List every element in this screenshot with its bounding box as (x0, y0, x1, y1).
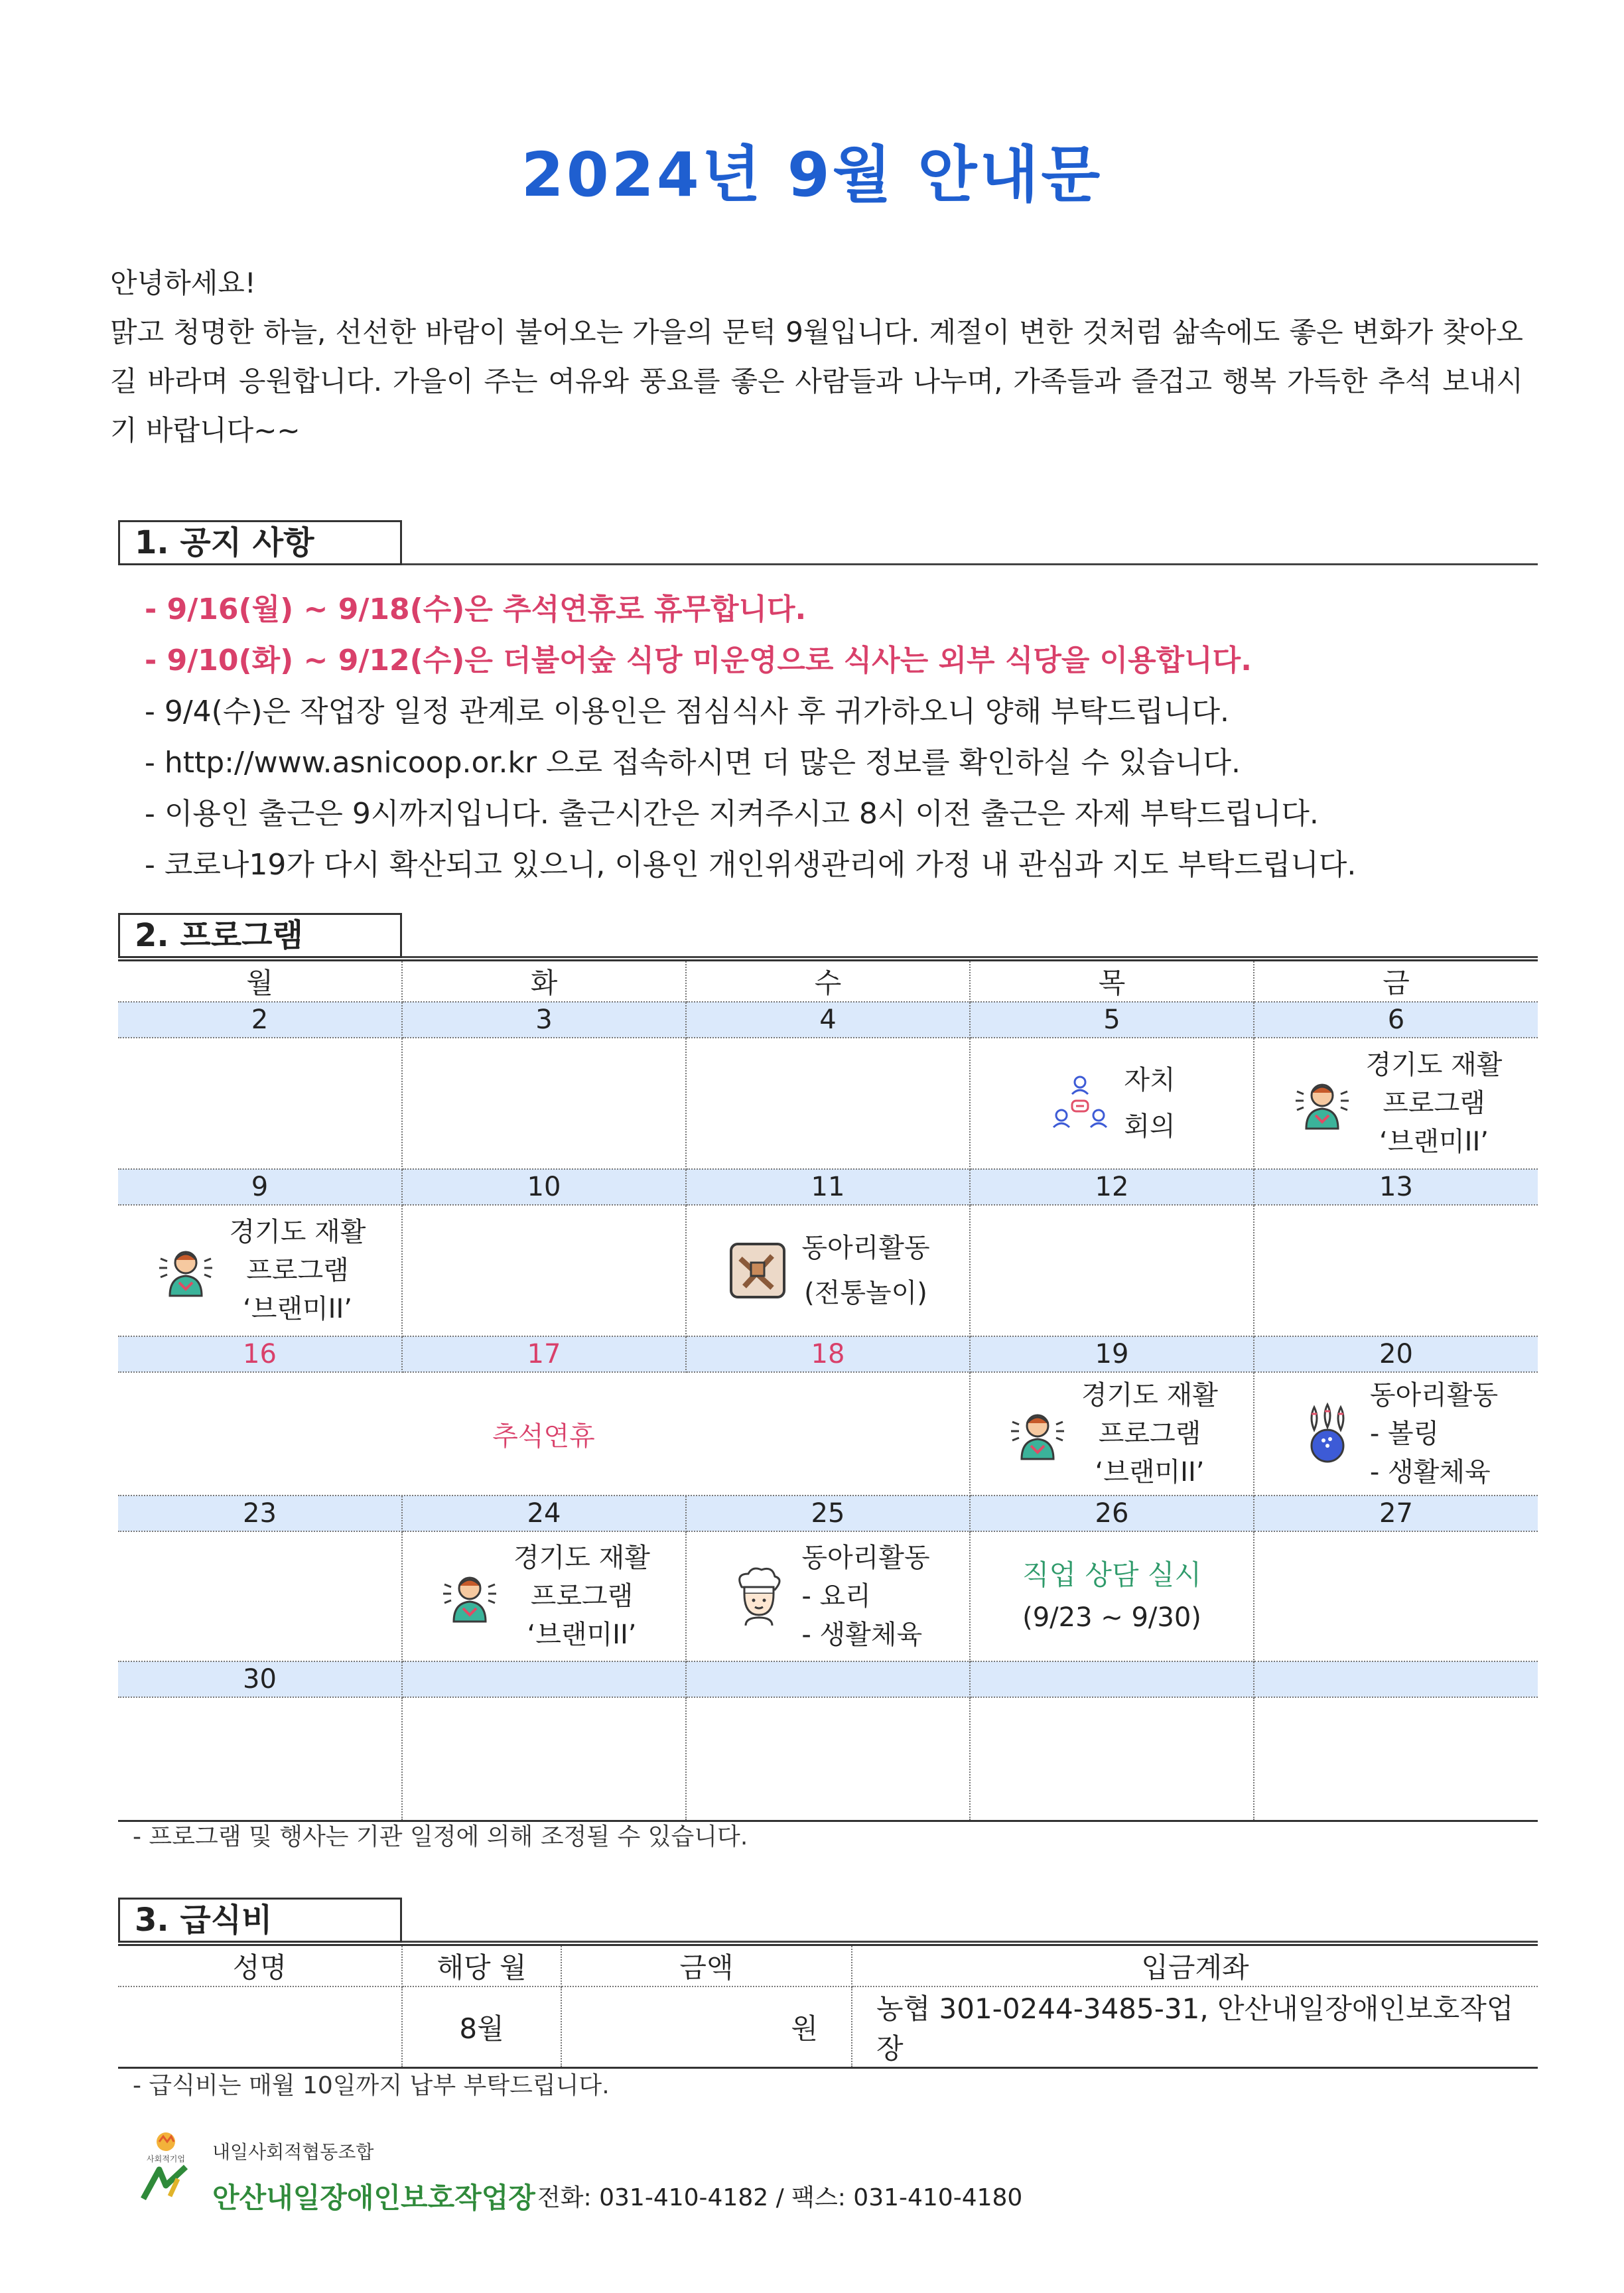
event-cell (686, 1038, 970, 1169)
event-cell (118, 1205, 402, 1336)
rehab-person-icon (438, 1564, 502, 1628)
footer (139, 2123, 1134, 2216)
date-cell: 4 (686, 1002, 970, 1038)
event-cell (1254, 1038, 1538, 1169)
event-line: ‘브랜미II’ (243, 1294, 352, 1324)
event-line: 프로그램 (530, 1581, 634, 1612)
date-cell: 24 (402, 1495, 686, 1531)
event-row (118, 1531, 1538, 1661)
weekday-wed: 수 (686, 961, 970, 1003)
section-heading: 1. 공지 사항 (118, 520, 402, 565)
date-cell: 10 (402, 1169, 686, 1205)
event-line: 경기도 재활 (229, 1217, 366, 1247)
notice-item: - 9/4(수)은 작업장 일정 관계로 이용인은 점심식사 후 귀가하오니 양해 부탁드립니다. (145, 695, 1229, 729)
contact-info: 전화: 031-410-4182 / 팩스: 031-410-4180 (537, 2184, 1023, 2211)
date-cell (402, 1661, 686, 1697)
event-cell (1254, 1205, 1538, 1336)
fee-header: 입금계좌 (852, 1945, 1538, 1987)
date-row (118, 1661, 1538, 1697)
event-cell (970, 1531, 1254, 1661)
workshop-name: 안산내일장애인보호작업장 (212, 2182, 535, 2214)
notice-item: - 코로나19가 다시 확산되고 있으니, 이용인 개인위생관리에 가정 내 관심과 지도 부탁드립니다. (145, 848, 1357, 882)
event-cell (970, 1038, 1254, 1169)
date-cell: 19 (970, 1336, 1254, 1372)
event-line: 동아리활동 (1369, 1380, 1499, 1411)
greeting: 안녕하세요! (110, 267, 256, 299)
event-line: 프로그램 (1098, 1419, 1201, 1449)
event-cell (402, 1205, 686, 1336)
page-title: 2024년 9월 안내문 (521, 139, 1103, 210)
traditional-game-icon (726, 1239, 789, 1302)
event-line: - 생활체육 (801, 1620, 923, 1650)
notice-item: - 이용인 출근은 9시까지입니다. 출근시간은 지켜주시고 8시 이전 출근은 자제 부탁드립니다. (145, 797, 1319, 831)
weekday-mon: 월 (118, 961, 402, 1003)
notice-item: - 9/16(월) ~ 9/18(수)은 추석연휴로 휴무합니다. (145, 592, 807, 626)
fee-month: 8월 (402, 1986, 561, 2068)
event-line: 동아리활동 (801, 1543, 930, 1573)
divider (402, 563, 1538, 565)
event-row (118, 1372, 1538, 1495)
logo-caption: 사회적기업 (147, 2154, 185, 2164)
event-line: ‘브랜미II’ (1095, 1457, 1205, 1488)
meal-fee-table (118, 1944, 1538, 2069)
event-line: ‘브랜미II’ (1379, 1127, 1489, 1157)
calendar-note: - 프로그램 및 행사는 기관 일정에 의해 조정될 수 있습니다. (133, 1823, 748, 1850)
weekday-thu: 목 (970, 961, 1254, 1003)
date-cell: 3 (402, 1002, 686, 1038)
fee-header: 성명 (118, 1945, 402, 1987)
bowling-icon (1294, 1402, 1358, 1466)
rehab-person-icon (1006, 1402, 1069, 1466)
date-cell: 12 (970, 1169, 1254, 1205)
program-calendar (118, 959, 1538, 1822)
event-cell (402, 1697, 686, 1821)
date-cell (1254, 1661, 1538, 1697)
date-cell: 13 (1254, 1169, 1538, 1205)
counsel-title: 직업 상담 실시 (1022, 1559, 1202, 1591)
fee-amount[interactable]: 원 (561, 1986, 852, 2068)
event-cell (686, 1205, 970, 1336)
section-meal-fee-header (118, 1898, 1538, 1944)
fee-row (118, 1986, 1538, 2068)
event-cell (686, 1531, 970, 1661)
event-line: 동아리활동 (801, 1233, 930, 1263)
event-cell (970, 1372, 1254, 1495)
weekday-fri: 금 (1254, 961, 1538, 1003)
event-row (118, 1697, 1538, 1821)
event-cell (686, 1697, 970, 1821)
date-cell: 27 (1254, 1495, 1538, 1531)
event-line: - 볼링 (1369, 1419, 1440, 1449)
date-cell: 9 (118, 1169, 402, 1205)
event-line: 자치 (1124, 1065, 1176, 1095)
event-line: (전통놀이) (804, 1278, 927, 1308)
event-cell (118, 1531, 402, 1661)
event-line: 경기도 재활 (1365, 1050, 1503, 1080)
date-cell: 18 (686, 1336, 970, 1372)
event-cell (402, 1038, 686, 1169)
event-line: - 요리 (801, 1581, 871, 1612)
rehab-person-icon (1290, 1072, 1354, 1135)
date-row (118, 1495, 1538, 1531)
fee-header: 해당 월 (402, 1945, 561, 1987)
event-line: 경기도 재활 (1081, 1380, 1218, 1411)
event-cell (1254, 1531, 1538, 1661)
divider (402, 956, 1538, 958)
weekday-header-row (118, 961, 1538, 1003)
fee-header: 금액 (561, 1945, 852, 1987)
fee-name-field[interactable] (118, 1986, 402, 2068)
date-cell: 20 (1254, 1336, 1538, 1372)
date-row (118, 1002, 1538, 1038)
fee-header-row (118, 1945, 1538, 1987)
date-cell: 2 (118, 1002, 402, 1038)
event-cell (1254, 1372, 1538, 1495)
weekday-tue: 화 (402, 961, 686, 1003)
date-cell (686, 1661, 970, 1697)
divider (402, 1941, 1538, 1943)
notice-list (145, 584, 1511, 890)
organization-name: 내일사회적협동조합 (212, 2141, 374, 2163)
date-row (118, 1336, 1538, 1372)
event-cell (970, 1205, 1254, 1336)
section-heading: 2. 프로그램 (118, 913, 402, 958)
notice-item: - 9/10(화) ~ 9/12(수)은 더불어숲 식당 미운영으로 식사는 외부 식당을 이용합니다. (145, 644, 1252, 677)
holiday-cell: 추석연휴 (118, 1372, 970, 1495)
event-row (118, 1038, 1538, 1169)
date-cell: 5 (970, 1002, 1254, 1038)
date-cell: 11 (686, 1169, 970, 1205)
event-cell (118, 1697, 402, 1821)
intro-body: 맑고 청명한 하늘, 선선한 바람이 불어오는 가을의 문턱 9월입니다. 계절이 변한 것처럼 삶속에도 좋은 변화가 찾아오길 바라며 응원합니다. 가을이 주는 여유와 풍요를 좋은 사람들과 나누며, 가족들과 즐겁고 행복 가득한 추석 보내시기 바랍니다~~ (110, 316, 1523, 447)
date-cell: 25 (686, 1495, 970, 1531)
date-cell: 26 (970, 1495, 1254, 1531)
date-cell (970, 1661, 1254, 1697)
date-cell: 17 (402, 1336, 686, 1372)
event-cell (1254, 1697, 1538, 1821)
event-line: - 생활체육 (1369, 1457, 1491, 1488)
fee-note: - 급식비는 매월 10일까지 납부 부탁드립니다. (133, 2072, 610, 2099)
date-cell: 16 (118, 1336, 402, 1372)
event-line: ‘브랜미II’ (527, 1620, 637, 1650)
event-cell (118, 1038, 402, 1169)
section-notices-header (118, 520, 1538, 567)
counsel-period: (9/23 ~ 9/30) (1022, 1602, 1201, 1633)
section-heading: 3. 급식비 (118, 1898, 402, 1943)
chef-icon (726, 1564, 789, 1628)
event-line: 회의 (1124, 1111, 1176, 1142)
date-row (118, 1169, 1538, 1205)
meeting-icon (1048, 1072, 1112, 1135)
event-row (118, 1205, 1538, 1336)
date-cell: 30 (118, 1661, 402, 1697)
date-cell: 23 (118, 1495, 402, 1531)
rehab-person-icon (154, 1239, 218, 1302)
organization-logo (139, 2130, 192, 2209)
fee-account: 농협 301-0244-3485-31, 안산내일장애인보호작업장 (852, 1986, 1538, 2068)
event-cell (402, 1531, 686, 1661)
notice-item: - http://www.asnicoop.or.kr 으로 접속하시면 더 많은 정보를 확인하실 수 있습니다. (145, 746, 1241, 780)
event-line: 경기도 재활 (513, 1543, 650, 1573)
date-cell: 6 (1254, 1002, 1538, 1038)
intro-paragraph (110, 259, 1523, 455)
section-program-header (118, 913, 1538, 959)
event-cell (970, 1697, 1254, 1821)
event-line: 프로그램 (246, 1255, 349, 1286)
event-line: 프로그램 (1383, 1088, 1485, 1119)
